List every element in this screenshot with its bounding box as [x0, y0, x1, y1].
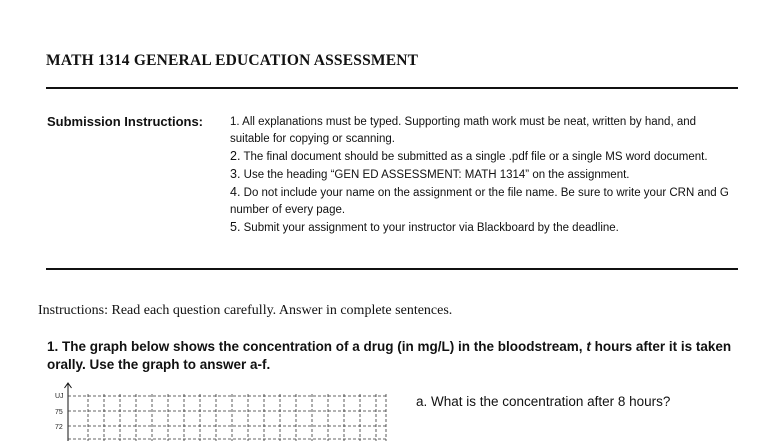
instruction-number: 3.	[230, 167, 241, 181]
general-instructions: Instructions: Read each question carefully. Answer in complete sentences.	[38, 303, 453, 318]
top-divider	[46, 87, 738, 89]
instruction-text: All explanations must be typed. Supporting math work must be neat, written by hand, and suitable for copying or scanning.	[230, 116, 697, 145]
instruction-item	[230, 184, 730, 219]
y-tick-label: 72	[55, 424, 63, 431]
grid-vertical	[88, 394, 386, 441]
question-1	[47, 338, 747, 374]
instruction-item	[230, 219, 730, 237]
instruction-item	[230, 148, 730, 166]
instruction-number: 5.	[230, 220, 241, 234]
bottom-divider	[46, 268, 738, 270]
instruction-item	[230, 114, 730, 148]
submission-instructions-label: Submission Instructions:	[47, 114, 204, 129]
question-number: 1.	[47, 339, 59, 354]
question-text-end: hours after it is taken orally. Use the graph to answer a-f.	[47, 339, 732, 372]
instruction-text: Do not include your name on the assignment or the file name. Be sure to write your CRN and G number of every page.	[230, 187, 729, 216]
instruction-number: 1.	[230, 116, 240, 128]
concentration-graph	[40, 380, 400, 441]
instruction-text: The final document should be submitted as a single .pdf file or a single MS word document.	[243, 151, 708, 163]
instruction-item	[230, 166, 730, 184]
question-1a: a. What is the concentration after 8 hours?	[416, 394, 671, 409]
submission-instructions-list	[230, 114, 730, 237]
y-axis-label: UJ	[55, 393, 64, 400]
variable-t: t	[586, 339, 591, 354]
instruction-number: 2.	[230, 149, 241, 163]
grid-horizontal	[68, 396, 386, 439]
question-text-start: The graph below shows the concentration of a drug (in mg/L) in the bloodstream,	[62, 339, 583, 354]
instruction-text: Use the heading “GEN ED ASSESSMENT: MATH 1314” on the assignment.	[243, 169, 630, 181]
y-tick-label: 75	[55, 409, 63, 416]
instruction-number: 4.	[230, 185, 241, 199]
instruction-text: Submit your assignment to your instructor via Blackboard by the deadline.	[243, 222, 619, 234]
document-title: MATH 1314 GENERAL EDUCATION ASSESSMENT	[46, 52, 419, 69]
